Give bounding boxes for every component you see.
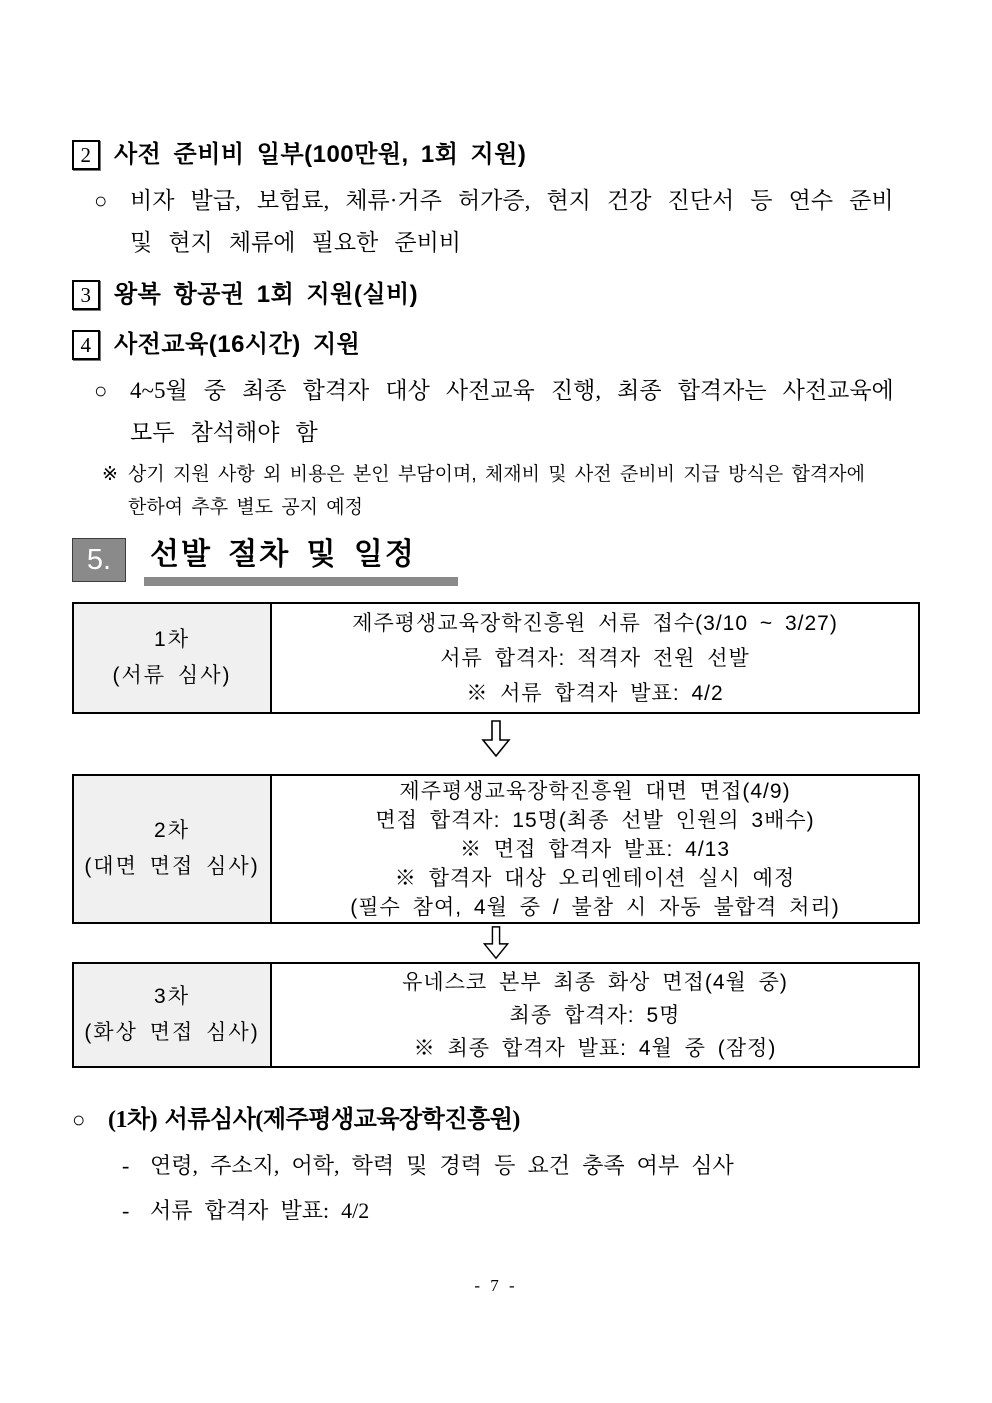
- dash-bullet-icon: -: [122, 1198, 130, 1223]
- detail-item: [122, 1151, 920, 1181]
- step-1-label-line1: 1차: [154, 628, 190, 651]
- heading-prep-cost-text: 사전 준비비 일부(100만원, 1회 지원): [114, 141, 527, 168]
- bullet-education-line1: [94, 376, 920, 406]
- heading-airfare-text: 왕복 항공권 1회 지원(실비): [114, 281, 419, 308]
- step-2-label: [74, 776, 272, 922]
- detail-item: [122, 1196, 920, 1226]
- boxed-number-3-icon: 3: [72, 280, 100, 310]
- step-2-label-line2: (대면 면접 심사): [84, 855, 260, 878]
- heading-pre-education-text: 사전교육(16시간) 지원: [114, 331, 361, 358]
- page-number: - 7 -: [474, 1276, 518, 1295]
- bullet-visa-line1: [94, 186, 920, 216]
- reference-mark-icon: ※: [102, 464, 118, 485]
- step-2-label-line1: 2차: [154, 819, 190, 842]
- circle-bullet-icon: ○: [94, 188, 108, 213]
- section-5-header: [72, 538, 920, 586]
- flow-arrow-row: [72, 926, 920, 960]
- detail-item-text: 서류 합격자 발표: 4/2: [150, 1198, 370, 1223]
- boxed-number-4-icon: 4: [72, 330, 100, 360]
- step-table-1: [72, 602, 920, 714]
- step-2-content-line: 제주평생교육장학진흥원 대면 면접(4/9): [399, 779, 791, 803]
- flow-arrow-row: [72, 720, 920, 758]
- step-1-content-line: 서류 합격자: 적격자 전원 선발: [440, 646, 750, 670]
- step-2-content-line: (필수 참여, 4월 중 / 불참 시 자동 불합격 처리): [350, 895, 840, 919]
- section-5-title: 선발 절차 및 일정: [144, 538, 458, 586]
- bullet-visa-line2: 및 현지 체류에 필요한 준비비: [130, 230, 462, 255]
- detail-heading-text: (1차) 서류심사(제주평생교육장학진흥원): [108, 1107, 520, 1133]
- circle-bullet-icon: ○: [72, 1107, 85, 1132]
- step-3-label-line1: 3차: [154, 985, 190, 1008]
- step-3-label-line2: (화상 면접 심사): [84, 1021, 260, 1044]
- bullet-education-line2: 모두 참석해야 함: [130, 420, 318, 445]
- circle-bullet-icon: ○: [94, 378, 108, 403]
- step-table-2: [72, 774, 920, 924]
- step-2-content: [272, 776, 918, 922]
- step-1-content: [272, 604, 918, 712]
- down-arrow-icon: [479, 720, 513, 758]
- step-1-label: [74, 604, 272, 712]
- step-1-content-line: 제주평생교육장학진흥원 서류 접수(3/10 ~ 3/27): [352, 611, 838, 635]
- detail-item-text: 연령, 주소지, 어학, 학력 및 경력 등 요건 충족 여부 심사: [150, 1153, 734, 1178]
- step-2-content-line: ※ 합격자 대상 오리엔테이션 실시 예정: [394, 866, 796, 890]
- step-3-content-line: 최종 합격자: 5명: [509, 1003, 681, 1027]
- heading-prep-cost: [72, 140, 920, 170]
- document-content: [72, 140, 920, 1226]
- step-1-label-line2: (서류 심사): [112, 664, 232, 687]
- heading-pre-education: [72, 330, 920, 360]
- step-3-content-line: 유네스코 본부 최종 화상 면접(4월 중): [402, 970, 788, 994]
- bullet-education-text1: 4~5월 중 최종 합격자 대상 사전교육 진행, 최종 합격자는 사전교육에: [130, 378, 894, 403]
- section-number-badge: 5.: [72, 538, 126, 582]
- note-line2: 한하여 추후 별도 공지 예정: [128, 497, 364, 518]
- step-2-content-line: 면접 합격자: 15명(최종 선발 인원의 3배수): [375, 808, 815, 832]
- boxed-number-2-icon: 2: [72, 140, 100, 170]
- step-3-content: [272, 964, 918, 1066]
- step-2-content-line: ※ 면접 합격자 발표: 4/13: [459, 837, 731, 861]
- step-table-3: [72, 962, 920, 1068]
- dash-bullet-icon: -: [122, 1153, 130, 1178]
- step-3-content-line: ※ 최종 합격자 발표: 4월 중 (잠정): [413, 1036, 777, 1060]
- heading-airfare: [72, 280, 920, 310]
- note-line1: [102, 462, 920, 487]
- step-1-content-line: ※ 서류 합격자 발표: 4/2: [466, 681, 724, 705]
- note-text1: 상기 지원 사항 외 비용은 본인 부담이며, 체재비 및 사전 준비비 지급 방식은 합격자에: [128, 464, 865, 485]
- down-arrow-icon: [479, 926, 513, 960]
- detail-heading: [72, 1104, 920, 1136]
- bullet-visa-text1: 비자 발급, 보험료, 체류·거주 허가증, 현지 건강 진단서 등 연수 준비: [130, 188, 894, 213]
- step-3-label: [74, 964, 272, 1066]
